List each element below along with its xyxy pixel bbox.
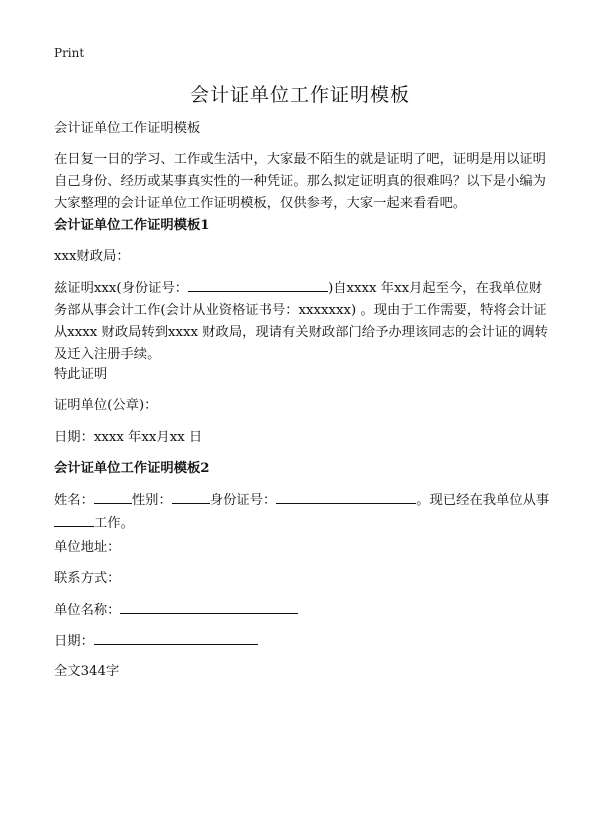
unit-name-blank xyxy=(120,599,298,614)
gender-label: 性别： xyxy=(131,493,172,508)
template1-unit: 证明单位(公章)： xyxy=(54,398,158,413)
job-suffix: 工作。 xyxy=(94,516,134,531)
work-text: 。现已经在我单位从事 xyxy=(416,493,550,508)
template1-body-start: 兹证明xxx(身份证号： xyxy=(54,281,189,296)
address-line: 单位地址： xyxy=(54,540,121,555)
print-link[interactable]: Print xyxy=(54,46,85,60)
id-number-blank xyxy=(188,277,328,292)
word-count: 全文344字 xyxy=(54,664,120,679)
template1-addressee: xxx财政局： xyxy=(54,249,130,264)
id-blank xyxy=(276,489,416,504)
date-line xyxy=(54,630,550,653)
date-label: 日期： xyxy=(54,634,94,649)
intro-paragraph: 在日复一日的学习、工作或生活中，大家最不陌生的就是证明了吧，证明是用以证明自己身份、经历或某事真实性的一种凭证。那么拟定证明真的很难吗？以下是小编为大家整理的会计证单位工作证明模板，仅供参考，大家一起来看看吧。 xyxy=(54,152,546,211)
template2-heading: 会计证单位工作证明模板2 xyxy=(54,461,210,476)
unit-name-label: 单位名称： xyxy=(54,603,121,618)
template1-heading: 会计证单位工作证明模板1 xyxy=(54,218,210,233)
name-blank xyxy=(94,489,132,504)
date-blank xyxy=(94,630,258,645)
template2-personal-info xyxy=(54,489,550,535)
gender-blank xyxy=(172,489,210,504)
contact-line: 联系方式： xyxy=(54,571,121,586)
unit-name-line xyxy=(54,599,550,622)
template1-body xyxy=(54,277,550,366)
id-label: 身份证号： xyxy=(209,493,277,508)
template1-closing: 特此证明 xyxy=(54,367,108,382)
document-subtitle: 会计证单位工作证明模板 xyxy=(54,121,201,136)
document-title: 会计证单位工作证明模板 xyxy=(189,84,410,106)
template1-body-rest: )自xxxx 年xx月起至今，在我单位财务部从事会计工作(会计从业资格证书号：xxxxxxx) 。现由于工作需要，特将会计证从xxxx 财政局转到xxxx 财政局，现请有关财政部门给予办理该同志的会计证的调转及迁入注册手续。 xyxy=(54,281,548,362)
job-blank xyxy=(54,512,94,527)
name-label: 姓名： xyxy=(54,493,94,508)
template1-date: 日期：xxxx 年xx月xx 日 xyxy=(54,430,203,445)
